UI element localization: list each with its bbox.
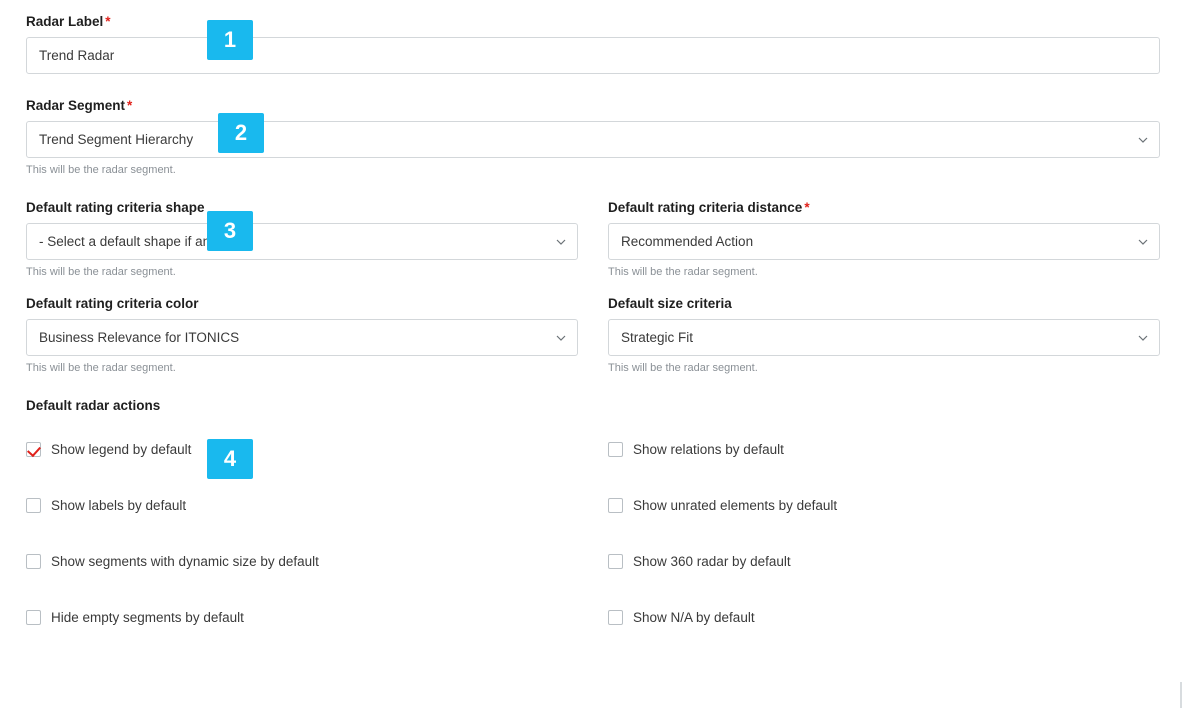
checkbox-label: Show 360 radar by default [633,553,791,569]
checkbox-label: Show labels by default [51,497,187,513]
rating-criteria-row-1 [26,200,1160,278]
checkbox-row[interactable] [608,477,1160,533]
radar-segment-helper: This will be the radar segment. [26,164,176,176]
checkbox-row[interactable] [608,421,1160,477]
default-rating-criteria-shape-select[interactable] [26,223,578,260]
checkbox-label: Show legend by default [51,441,192,457]
default-size-criteria-select[interactable] [608,319,1160,356]
default-size-criteria-label-text: Default size criteria [608,296,732,311]
scrollbar[interactable] [1180,682,1182,708]
required-asterisk: * [804,200,810,215]
radar-segment-select-wrap [26,121,1160,158]
field-radar-segment [26,98,1160,176]
callout-badge-3: 3 [207,211,253,251]
rating-criteria-row-2 [26,296,1160,374]
default-rating-criteria-color-label-text: Default rating criteria color [26,296,199,311]
radar-settings-form [26,14,1160,645]
default-rating-criteria-shape-helper: This will be the radar segment. [26,266,176,278]
required-asterisk: * [105,14,111,29]
callout-badge-2: 2 [218,113,264,153]
callout-badge-1: 1 [207,20,253,60]
radar-segment-label [26,98,1160,113]
default-radar-actions-left-column [26,421,578,645]
default-radar-actions-grid [26,421,1160,645]
field-default-rating-criteria-color [26,296,578,374]
show-relations-by-default-checkbox[interactable] [608,442,623,457]
show-360-radar-by-default-checkbox[interactable] [608,554,623,569]
checkbox-row[interactable] [608,589,1160,645]
field-default-rating-criteria-distance [608,200,1160,278]
show-legend-by-default-checkbox[interactable] [26,442,41,457]
checkbox-row[interactable] [26,421,578,477]
default-rating-criteria-distance-select-wrap [608,223,1160,260]
default-radar-actions-right-column [608,421,1160,645]
checkbox-label: Show relations by default [633,441,784,457]
checkbox-label: Show segments with dynamic size by default [51,553,319,569]
radar-segment-select[interactable] [26,121,1160,158]
radar-label-label-text: Radar Label [26,14,104,29]
show-segments-with-dynamic-size-by-default-checkbox[interactable] [26,554,41,569]
default-radar-actions-section [26,398,1160,645]
required-asterisk: * [127,98,133,113]
default-rating-criteria-color-helper: This will be the radar segment. [26,362,176,374]
callout-badge-4: 4 [207,439,253,479]
field-radar-label [26,14,1160,74]
default-rating-criteria-color-select-wrap [26,319,578,356]
radar-label-input[interactable] [26,37,1160,74]
default-rating-criteria-distance-label [608,200,1160,215]
field-default-rating-criteria-shape [26,200,578,278]
checkbox-row[interactable] [26,477,578,533]
default-rating-criteria-color-label [26,296,578,311]
radar-segment-label-text: Radar Segment [26,98,126,113]
checkbox-row[interactable] [608,533,1160,589]
default-radar-actions-label: Default radar actions [26,398,161,413]
default-rating-criteria-shape-select-wrap [26,223,578,260]
default-rating-criteria-distance-helper: This will be the radar segment. [608,266,758,278]
field-default-size-criteria [608,296,1160,374]
show-labels-by-default-checkbox[interactable] [26,498,41,513]
default-size-criteria-select-wrap [608,319,1160,356]
default-rating-criteria-distance-label-text: Default rating criteria distance [608,200,803,215]
show-na-by-default-checkbox[interactable] [608,610,623,625]
default-rating-criteria-distance-select[interactable] [608,223,1160,260]
default-rating-criteria-color-select[interactable] [26,319,578,356]
default-rating-criteria-shape-label-text: Default rating criteria shape [26,200,205,215]
hide-empty-segments-by-default-checkbox[interactable] [26,610,41,625]
default-size-criteria-helper: This will be the radar segment. [608,362,758,374]
default-rating-criteria-shape-label [26,200,578,215]
checkbox-row[interactable] [26,589,578,645]
show-unrated-elements-by-default-checkbox[interactable] [608,498,623,513]
checkbox-row[interactable] [26,533,578,589]
checkbox-label: Show unrated elements by default [633,497,838,513]
checkbox-label: Hide empty segments by default [51,609,244,625]
default-size-criteria-label [608,296,1160,311]
checkbox-label: Show N/A by default [633,609,755,625]
radar-label-label [26,14,1160,29]
